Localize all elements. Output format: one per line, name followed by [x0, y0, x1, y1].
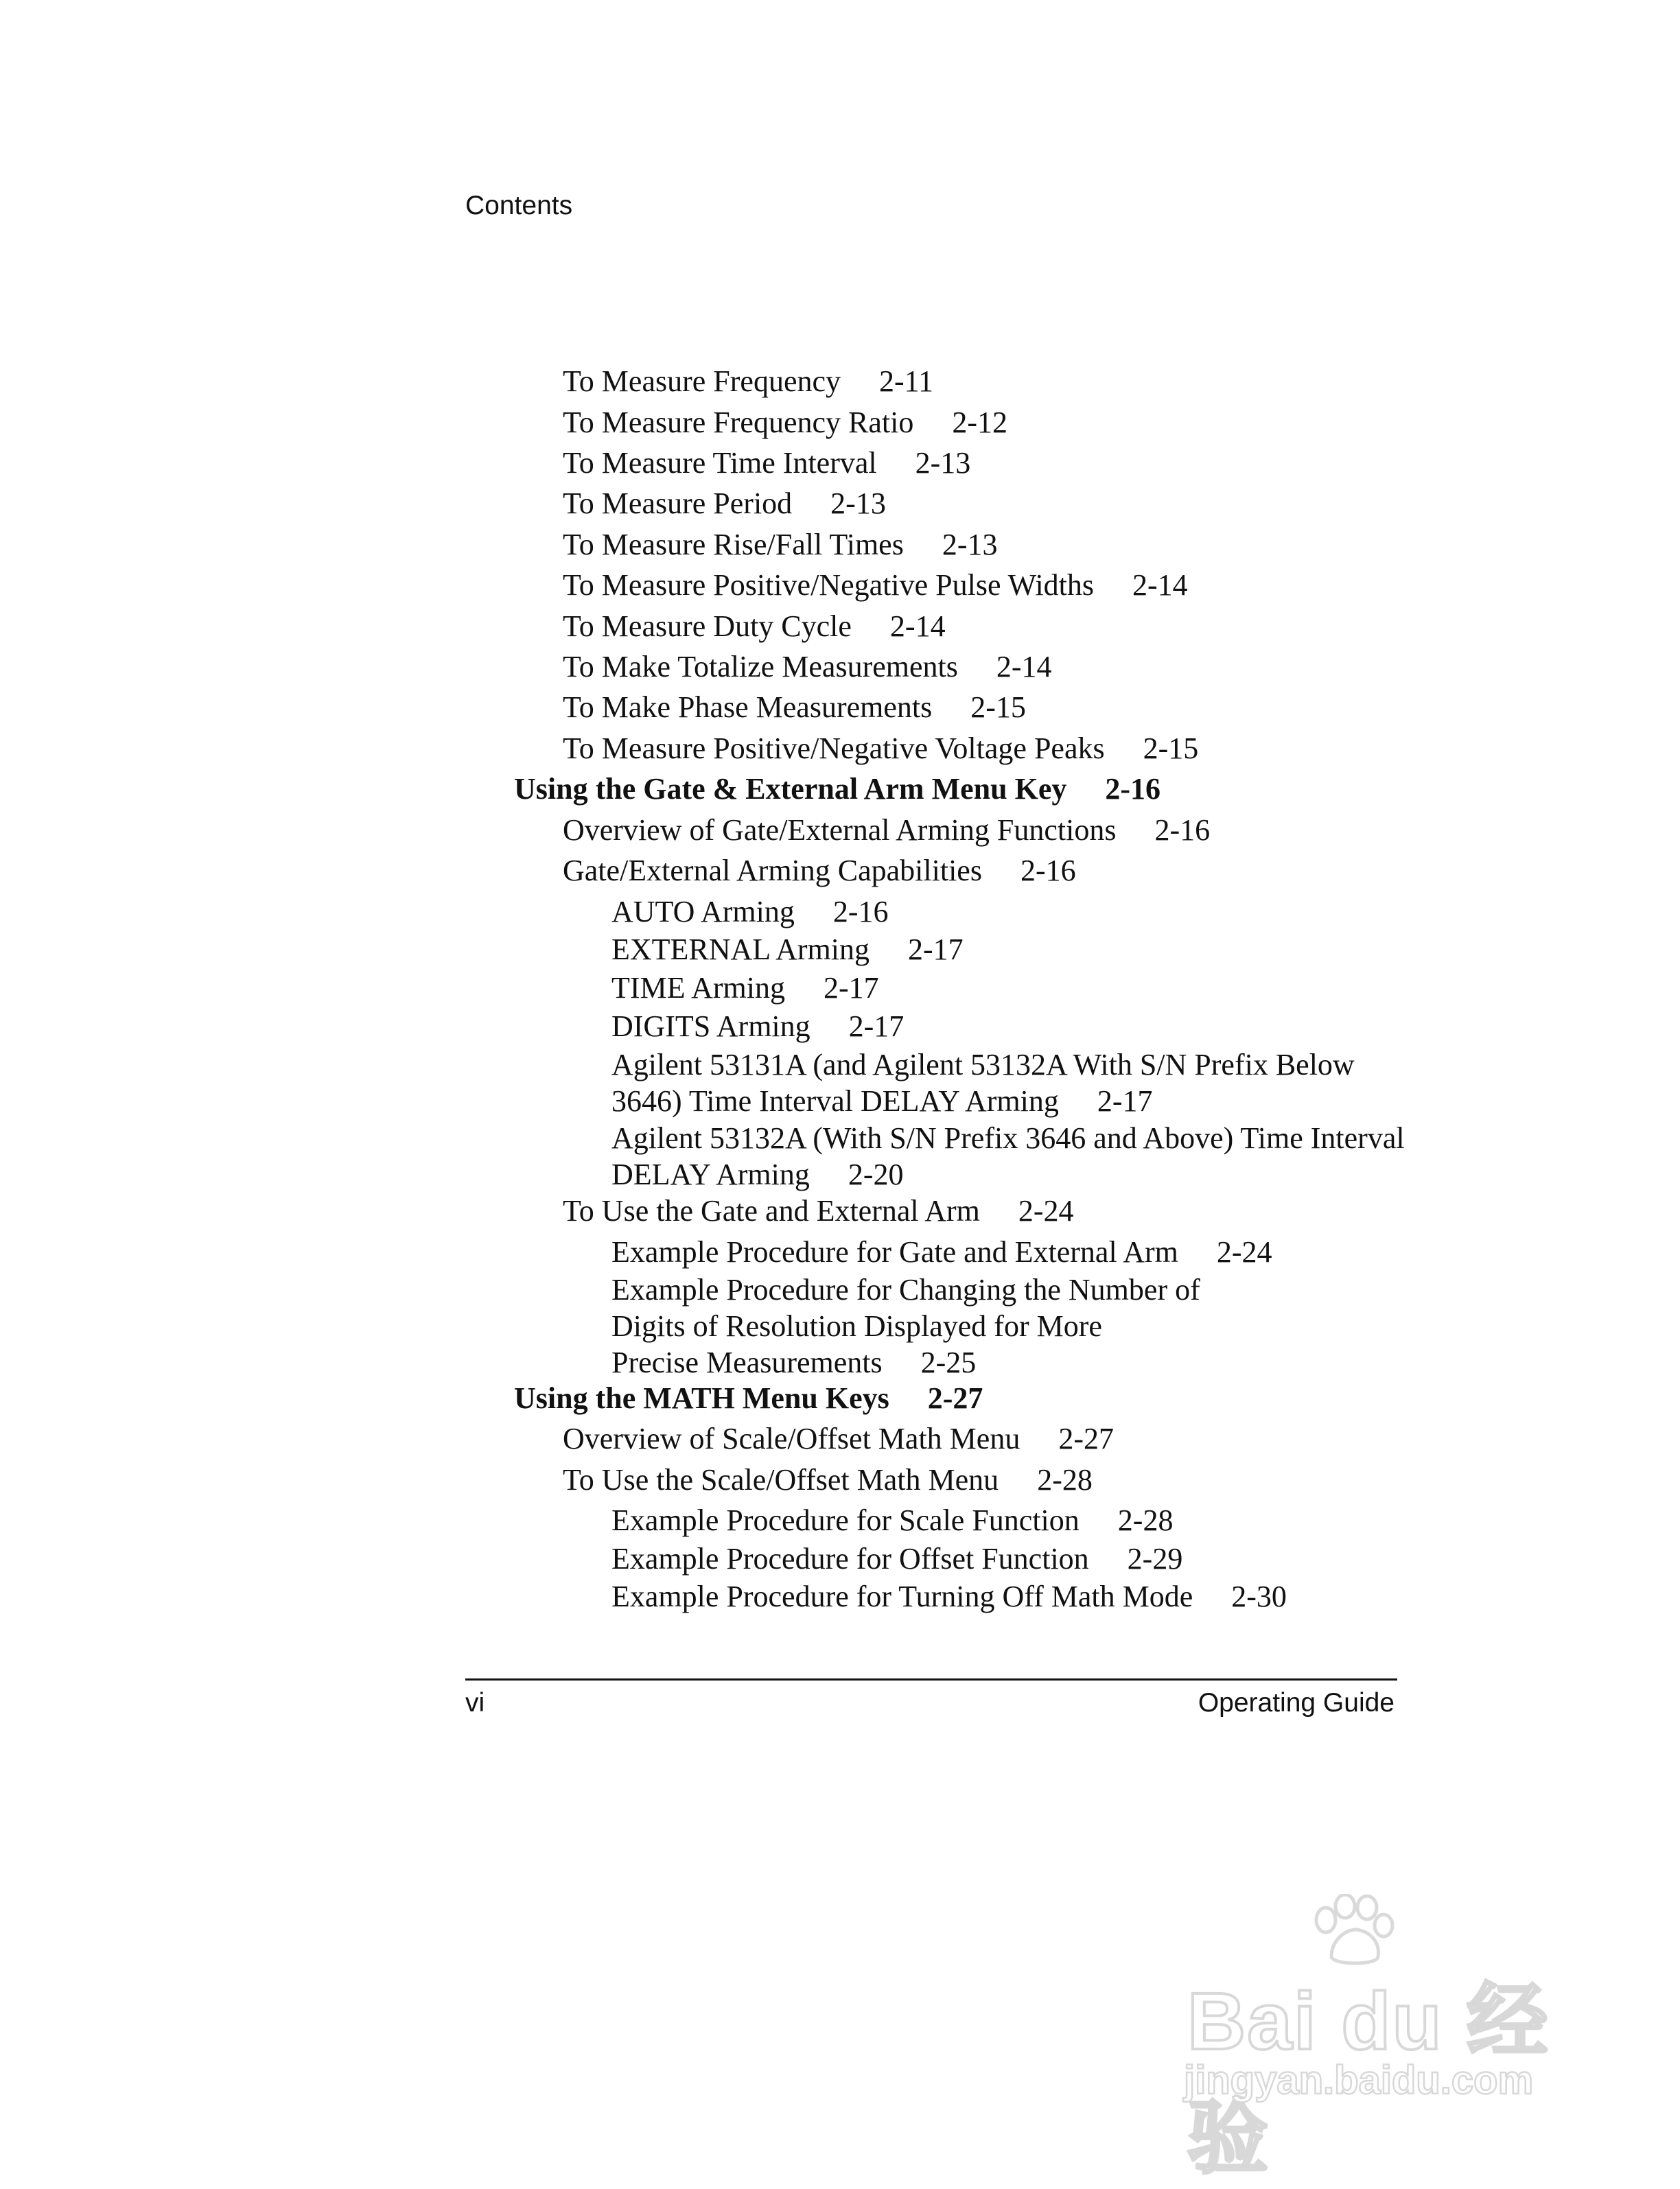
toc-page-number: 2-17	[823, 971, 879, 1005]
toc-entry-measure-frequency-ratio[interactable]	[563, 404, 1007, 441]
toc-page-number: 2-14	[996, 650, 1052, 683]
toc-entry-example-scale[interactable]	[611, 1502, 1173, 1538]
toc-entry-voltage-peaks[interactable]	[563, 730, 1198, 766]
toc-page-number: 2-27	[927, 1381, 983, 1415]
toc-page-number: 2-27	[1058, 1422, 1114, 1455]
toc-entry-title: Example Procedure for Changing the Number of	[611, 1273, 1200, 1307]
toc-entry-measure-period[interactable]	[563, 485, 886, 522]
watermark-logo-text: Bai du 经验	[1187, 1976, 1550, 2184]
toc-entry-53132a-delay-arming[interactable]	[611, 1120, 1405, 1193]
toc-entry-title: Using the Gate & External Arm Menu Key	[514, 772, 1067, 806]
toc-page-number: 2-13	[830, 487, 886, 520]
toc-entry-title: EXTERNAL Arming	[611, 933, 870, 966]
footer-page-number: vi	[465, 1688, 485, 1718]
toc-entry-title-cont: Precise Measurements	[611, 1346, 883, 1379]
toc-entry-title: Example Procedure for Turning Off Math Mode	[611, 1580, 1193, 1613]
toc-page-number: 2-15	[1143, 731, 1199, 765]
toc-entry-title: Using the MATH Menu Keys	[514, 1381, 889, 1415]
toc-entry-measure-time-interval[interactable]	[563, 445, 970, 481]
toc-entry-title: TIME Arming	[611, 971, 785, 1005]
toc-entry-title-cont: Digits of Resolution Displayed for More	[611, 1309, 1102, 1343]
toc-page-number: 2-24	[1018, 1194, 1074, 1228]
toc-entry-auto-arming[interactable]	[611, 893, 889, 930]
toc-entry-use-gate-arm[interactable]	[563, 1193, 1074, 1229]
toc-entry-digits-arming[interactable]	[611, 1008, 904, 1044]
toc-entry-title: To Make Phase Measurements	[563, 690, 933, 724]
toc-entry-title: Example Procedure for Scale Function	[611, 1503, 1080, 1537]
toc-page-number: 2-17	[1097, 1084, 1153, 1118]
footer-title: Operating Guide	[1198, 1688, 1395, 1718]
running-header: Contents	[465, 191, 573, 220]
toc-page-number: 2-20	[848, 1158, 904, 1191]
toc-page-number: 2-15	[970, 690, 1026, 724]
toc-entry-external-arming[interactable]	[611, 931, 964, 968]
toc-entry-measure-pulse-widths[interactable]	[563, 567, 1188, 603]
baidu-watermark	[1167, 1894, 1578, 2184]
toc-page-number: 2-29	[1127, 1542, 1183, 1576]
toc-entry-measure-rise-fall[interactable]	[563, 526, 997, 563]
toc-entry-title: To Measure Frequency Ratio	[563, 406, 914, 439]
toc-entry-title: To Make Totalize Measurements	[563, 650, 958, 683]
toc-entry-title: To Measure Rise/Fall Times	[563, 528, 904, 561]
toc-entry-title: Example Procedure for Gate and External Arm	[611, 1235, 1178, 1269]
toc-page-number: 2-28	[1037, 1463, 1093, 1497]
toc-page-number: 2-16	[1020, 854, 1076, 887]
toc-page-number: 2-13	[942, 528, 998, 561]
toc-page-number: 2-25	[920, 1346, 977, 1379]
toc-entry-overview-math[interactable]	[563, 1420, 1114, 1457]
toc-entry-example-gate-arm[interactable]	[611, 1234, 1272, 1270]
toc-entry-example-offset[interactable]	[611, 1541, 1182, 1577]
toc-entry-title: To Measure Duty Cycle	[563, 609, 852, 643]
toc-entry-53131a-delay-arming[interactable]	[611, 1046, 1355, 1119]
toc-entry-example-math-off[interactable]	[611, 1578, 1287, 1615]
toc-entry-totalize[interactable]	[563, 648, 1052, 685]
toc-entry-title: To Measure Positive/Negative Pulse Widths	[563, 568, 1095, 602]
toc-page-number: 2-16	[1105, 772, 1160, 806]
toc-page-number: 2-30	[1231, 1580, 1287, 1613]
toc-entry-measure-frequency[interactable]	[563, 363, 933, 399]
toc-page-number: 2-16	[832, 895, 889, 928]
toc-page-number: 2-17	[848, 1009, 905, 1043]
toc-entry-title: Overview of Gate/External Arming Functions	[563, 813, 1117, 847]
toc-page-number: 2-13	[915, 446, 971, 480]
toc-entry-phase[interactable]	[563, 689, 1026, 725]
toc-entry-time-arming[interactable]	[611, 970, 879, 1006]
toc-entry-measure-duty-cycle[interactable]	[563, 608, 946, 644]
toc-entry-title: To Measure Positive/Negative Voltage Peaks	[563, 731, 1105, 765]
toc-entry-title: Gate/External Arming Capabilities	[563, 854, 982, 887]
footer-divider	[465, 1678, 1397, 1681]
toc-page-number: 2-24	[1216, 1235, 1272, 1269]
toc-page-number: 2-28	[1117, 1503, 1174, 1537]
toc-entry-title-cont: DELAY Arming	[611, 1158, 810, 1191]
toc-entry-title: To Measure Time Interval	[563, 446, 877, 480]
toc-entry-example-digits[interactable]	[611, 1272, 1200, 1381]
toc-page-number: 2-17	[908, 933, 964, 966]
toc-page-number: 2-16	[1154, 813, 1211, 847]
watermark-url: jingyan.baidu.com	[1184, 2058, 1534, 2103]
toc-entry-title: To Use the Gate and External Arm	[563, 1194, 980, 1228]
toc-entry-title: To Measure Period	[563, 487, 793, 520]
toc-entry-title: To Measure Frequency	[563, 364, 841, 398]
toc-entry-title: Agilent 53131A (and Agilent 53132A With S/N Prefix Below	[611, 1048, 1355, 1081]
toc-entry-title: Overview of Scale/Offset Math Menu	[563, 1422, 1020, 1455]
toc-section-gate-external-arm[interactable]	[514, 771, 1160, 807]
toc-section-math-menu[interactable]	[514, 1380, 983, 1416]
toc-entry-title-cont: 3646) Time Interval DELAY Arming	[611, 1084, 1059, 1118]
toc-page-number: 2-14	[1132, 568, 1188, 602]
toc-page-number: 2-14	[889, 609, 946, 643]
toc-entry-arming-capabilities[interactable]	[563, 852, 1076, 889]
toc-entry-use-math[interactable]	[563, 1462, 1093, 1498]
toc-page-number: 2-11	[879, 364, 934, 398]
toc-entry-title: Example Procedure for Offset Function	[611, 1542, 1089, 1576]
toc-entry-title: AUTO Arming	[611, 895, 795, 928]
toc-entry-overview-gate[interactable]	[563, 812, 1210, 848]
toc-entry-title: DIGITS Arming	[611, 1009, 810, 1043]
toc-entry-title: Agilent 53132A (With S/N Prefix 3646 and Above) Time Interval	[611, 1121, 1405, 1155]
toc-page-number: 2-12	[952, 406, 1007, 439]
toc-entry-title: To Use the Scale/Offset Math Menu	[563, 1463, 999, 1497]
